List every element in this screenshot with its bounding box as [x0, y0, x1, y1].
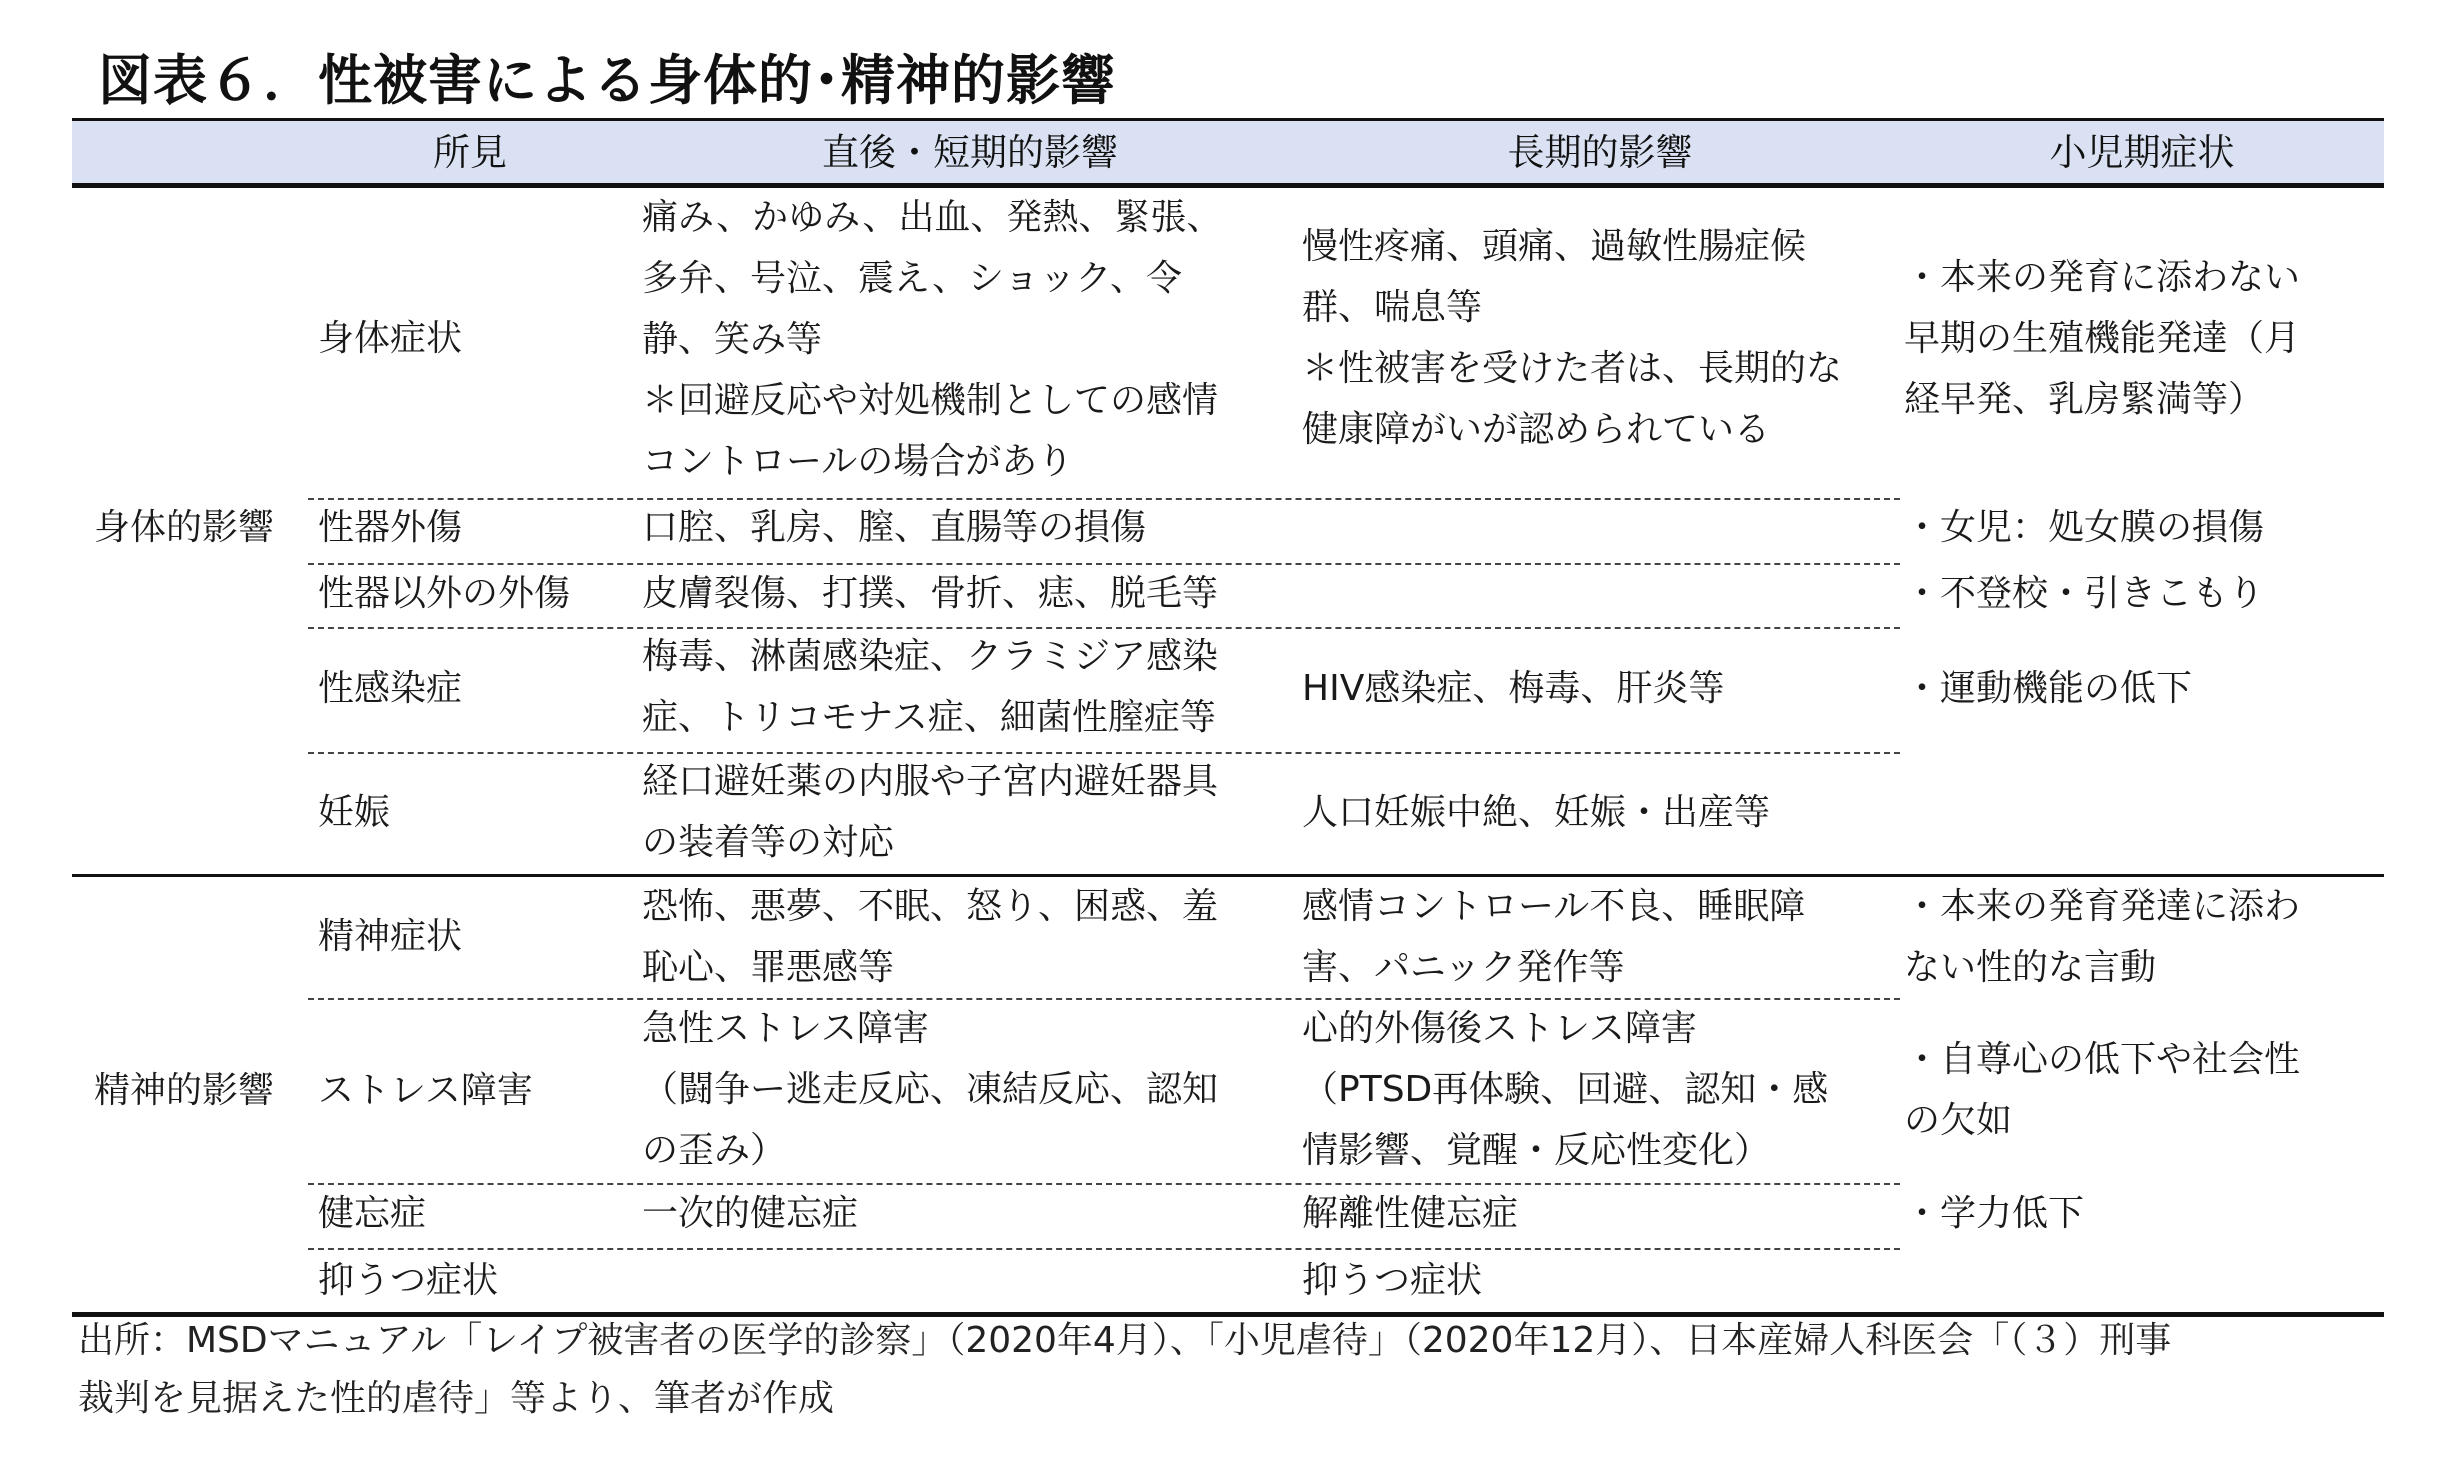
child-self-esteem: ・自尊心の低下や社会性 の欠如	[1904, 1039, 2301, 1141]
child-motor-decline: ・運動機能の低下	[1904, 668, 2193, 709]
child-hymen-injury: ・女児：処女膜の損傷	[1904, 507, 2265, 548]
short-stress-disorder: 急性ストレス障害 （闘争ー逃走反応、凍結反応、認知 の歪み）	[642, 1008, 1219, 1171]
finding-physical-symptoms: 身体症状	[318, 318, 463, 359]
long-mental-symptoms: 感情コントロール不良、睡眠障 害、パニック発作等	[1302, 886, 1806, 988]
long-pregnancy: 人口妊娠中絶、妊娠・出産等	[1302, 792, 1771, 833]
short-pregnancy: 経口避妊薬の内服や子宮内避妊器具 の装着等の対応	[642, 761, 1219, 863]
long-sti: HIV感染症、梅毒、肝炎等	[1302, 668, 1725, 709]
short-amnesia: 一次的健忘症	[642, 1193, 859, 1234]
short-sti: 梅毒、淋菌感染症、クラミジア感染 症、トリコモナス症、細菌性膣症等	[642, 636, 1219, 738]
section-physical: 身体的影響	[94, 507, 275, 548]
header-findings: 所見	[433, 131, 507, 174]
child-school-refusal: ・不登校・引きこもり	[1904, 573, 2265, 614]
finding-non-genital-injury: 性器以外の外傷	[318, 573, 571, 614]
section-mental: 精神的影響	[94, 1070, 275, 1111]
child-early-development: ・本来の発育に添わない 早期の生殖機能発達（月 経早発、乳房緊満等）	[1904, 257, 2301, 420]
long-amnesia: 解離性健忘症	[1302, 1193, 1519, 1234]
short-physical-symptoms: 痛み、かゆみ、出血、発熱、緊張、 多弁、号泣、震え、ショック、令 静、笑み等 ＊回避反応や対処機制としての感情 コントロールの場合があり	[642, 197, 1223, 482]
finding-pregnancy: 妊娠	[318, 792, 391, 833]
long-physical-symptoms: 慢性疼痛、頭痛、過敏性腸症候 群、喘息等 ＊性被害を受けた者は、長期的な 健康障がいが認められている	[1302, 226, 1843, 450]
header-childhood: 小児期症状	[2049, 131, 2235, 174]
finding-stress-disorder: ストレス障害	[318, 1070, 533, 1111]
long-stress-disorder: 心的外傷後ストレス障害 （PTSD再体験、回避、認知・感 情影響、覚醒・反応性変化）	[1302, 1008, 1829, 1171]
finding-mental-symptoms: 精神症状	[318, 916, 463, 957]
short-genital-injury: 口腔、乳房、膣、直腸等の損傷	[642, 507, 1147, 548]
finding-amnesia: 健忘症	[318, 1193, 427, 1234]
finding-depression: 抑うつ症状	[318, 1260, 499, 1301]
source-note: 出所：MSDマニュアル「レイプ被害者の医学的診察」（2020年4月）、「小児虐待」（2020年12月）、日本産婦人科医会「（３）刑事 裁判を見据えた性的虐待」等より、筆者が作成	[78, 1320, 2172, 1419]
row-separator	[308, 1248, 1900, 1250]
child-academic-decline: ・学力低下	[1904, 1193, 2085, 1234]
row-separator	[308, 1183, 1900, 1185]
finding-sti: 性感染症	[318, 668, 463, 709]
child-sexual-behavior: ・本来の発育発達に添わ ない性的な言動	[1904, 886, 2301, 988]
figure-title: 図表６．性被害による身体的･精神的影響	[98, 49, 1116, 112]
finding-genital-injury: 性器外傷	[318, 507, 463, 548]
header-long-term: 長期的影響	[1507, 131, 1693, 174]
short-mental-symptoms: 恐怖、悪夢、不眠、怒り、困惑、羞 恥心、罪悪感等	[642, 886, 1219, 988]
long-depression: 抑うつ症状	[1302, 1260, 1483, 1301]
short-non-genital-injury: 皮膚裂傷、打撲、骨折、痣、脱毛等	[642, 573, 1219, 614]
header-short-term: 直後・短期的影響	[822, 131, 1118, 174]
